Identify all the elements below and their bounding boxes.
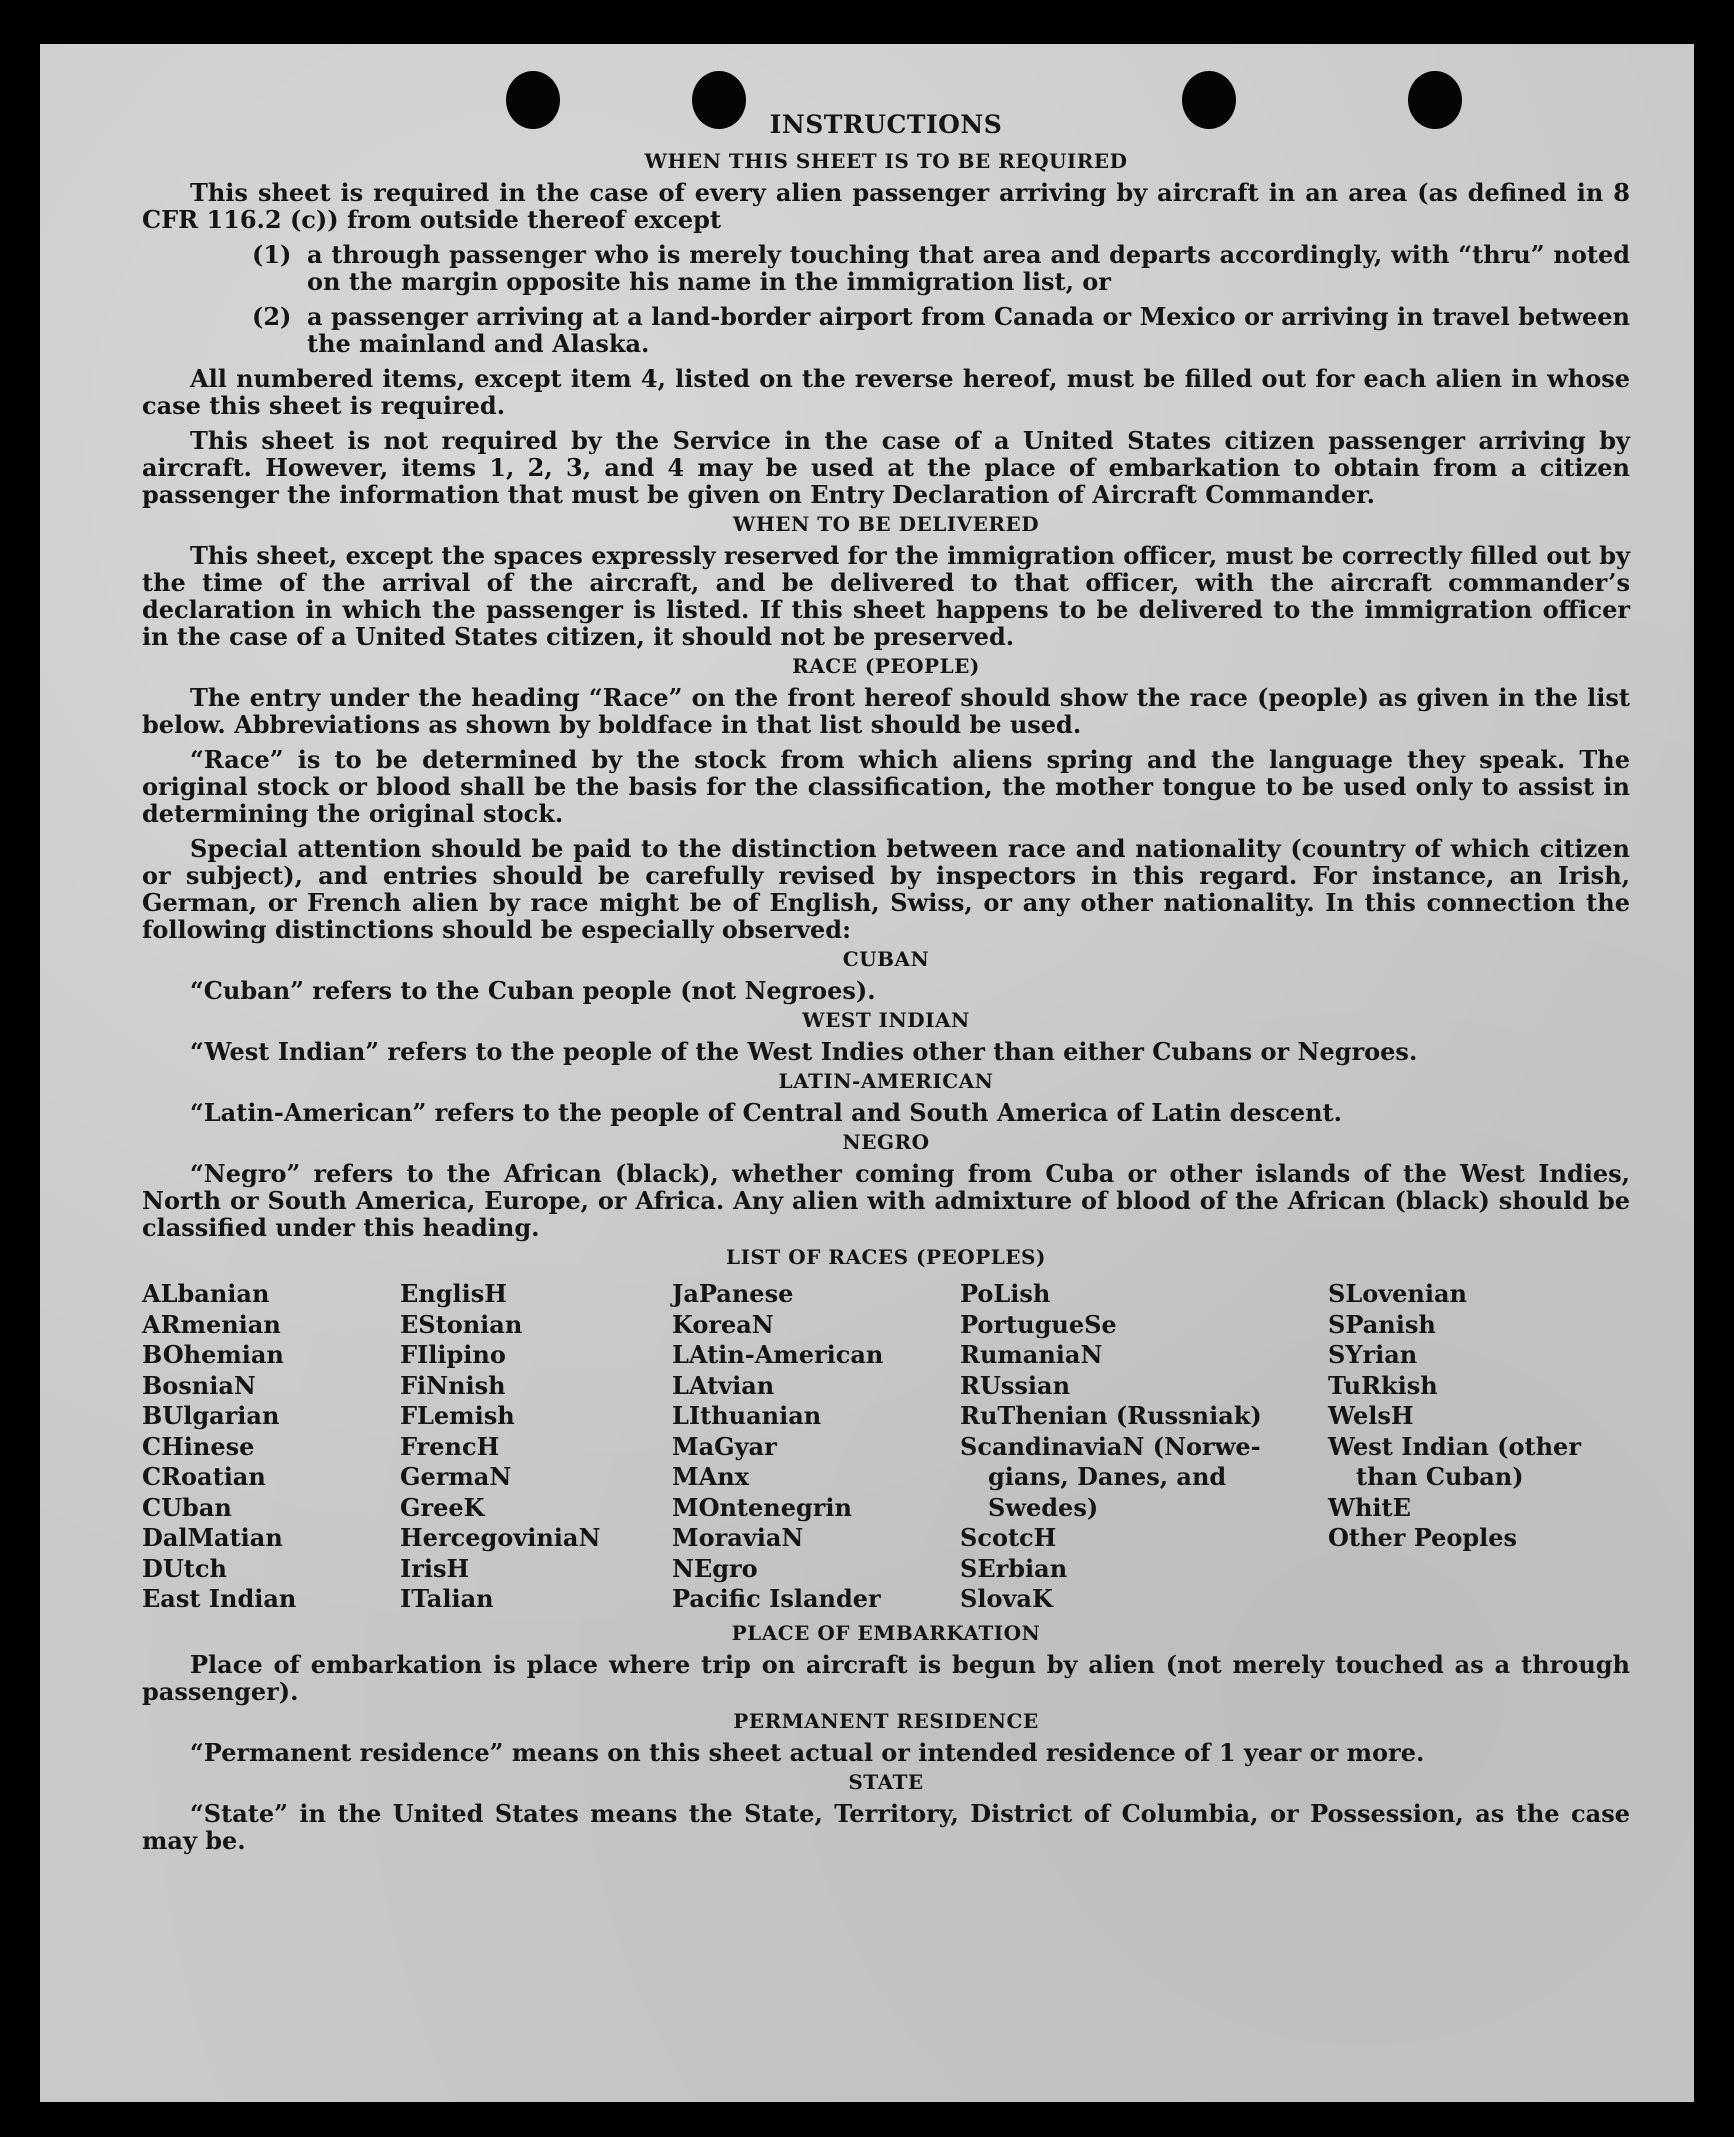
race-entry: SlovaK (960, 1584, 1053, 1613)
paragraph: “West Indian” refers to the people of the West Indies other than either Cubans or Negroes. (190, 1037, 1418, 1066)
race-entry: PortugueSe (960, 1309, 1117, 1339)
race-entry: PoLish (960, 1279, 1051, 1308)
race-entry: ARmenian (142, 1309, 281, 1339)
race-entry: SPanish (1328, 1309, 1436, 1339)
race-entry: GreeK (400, 1492, 485, 1522)
document-page (40, 44, 1694, 2102)
paragraph: The entry under the heading “Race” on the front hereof should show the race (people) as given in the list below. Abbreviations as shown by boldface in that list should be used. (142, 683, 1630, 739)
paragraph: This sheet, except the spaces expressly reserved for the immigration officer, must be correctly filled out by the time of the arrival of the aircraft, and be delivered to that officer, with the aircraft commander’s declaration in which the passenger is listed. If this sheet happens to be delivered to the immigration officer in the case of a United States citizen, it should not be preserved. (142, 541, 1630, 651)
race-entry: GermaN (400, 1462, 512, 1491)
race-entry: Pacific Islander (672, 1584, 881, 1613)
race-entry: WelsH (1328, 1401, 1414, 1430)
race-entry: SYrian (1328, 1340, 1418, 1369)
section-heading-cuban: CUBAN (842, 947, 930, 971)
race-entry: LAtvian (672, 1370, 775, 1400)
section-heading-latin-american: LATIN-AMERICAN (778, 1069, 994, 1093)
paragraph: This sheet is not required by the Service in the case of a United States citizen passenger arriving by aircraft. However, items 1, 2, 3, and 4 may be used at the place of embarkation to obtain from a citizen passenger the information that must be given on Entry Declaration of Aircraft Commander. (142, 426, 1630, 509)
race-column (960, 1279, 1328, 1615)
section-heading-list-of-races: LIST OF RACES (PEOPLES) (726, 1245, 1046, 1269)
section-heading-state: STATE (848, 1769, 924, 1794)
race-entry: Other Peoples (1328, 1523, 1518, 1552)
race-entry: EStonian (400, 1309, 523, 1339)
section-heading-permanent-residence: PERMANENT RESIDENCE (733, 1708, 1039, 1733)
race-column (400, 1279, 672, 1615)
race-entry: FIlipino (400, 1340, 506, 1369)
race-entry: East Indian (142, 1584, 297, 1613)
race-entry: RumaniaN (960, 1340, 1103, 1369)
race-entry: MoraviaN (672, 1523, 804, 1552)
race-entry: CHinese (142, 1431, 255, 1461)
race-entry: WhitE (1328, 1492, 1411, 1522)
race-entry: gians, Danes, and (988, 1462, 1227, 1491)
race-entry: NEgro (672, 1553, 758, 1583)
section-heading-place-of-embarkation: PLACE OF EMBARKATION (731, 1620, 1041, 1645)
race-entry: DUtch (142, 1553, 227, 1583)
race-entry: MOntenegrin (672, 1492, 852, 1522)
paragraph: This sheet is required in the case of every alien passenger arriving by aircraft in an area (as defined in 8 CFR 116.2 (c)) from outside thereof except (142, 178, 1630, 234)
race-entry: FLemish (400, 1401, 515, 1430)
race-entry: RUssian (960, 1370, 1071, 1400)
race-entry: HercegoviniaN (400, 1523, 601, 1552)
paragraph: Special attention should be paid to the distinction between race and nationality (country of which citizen or subject), and entries should be carefully revised by inspectors in this regard. For instance, an Irish, German, or French alien by race might be of English, Swiss, or any other nationality. In this connection the following distinctions should be especially observed: (142, 834, 1630, 944)
list-item-number: (1) (252, 240, 292, 269)
page-title: INSTRUCTIONS (769, 110, 1003, 139)
race-entry: LIthuanian (672, 1401, 822, 1430)
race-column (142, 1279, 400, 1615)
paragraph: Place of embarkation is place where trip on aircraft is begun by alien (not merely touched as a through passenger). (142, 1649, 1630, 1706)
section-heading-when-required: WHEN THIS SHEET IS TO BE REQUIRED (644, 149, 1128, 173)
race-entry: TuRkish (1328, 1370, 1438, 1400)
race-entry: CRoatian (142, 1462, 266, 1491)
paragraph: “Negro” refers to the African (black), whether coming from Cuba or other islands of the West Indies, North or South America, Europe, or Africa. Any alien with admixture of blood of the African (black) should be classified under this heading. (142, 1159, 1630, 1242)
list-item-text: a passenger arriving at a land-border airport from Canada or Mexico or arriving in travel between the mainland and Alaska. (307, 302, 1630, 358)
race-entry: ITalian (400, 1584, 494, 1613)
race-entry: BOhemian (142, 1340, 284, 1369)
race-entry: ScotcH (960, 1523, 1057, 1552)
race-entry: FiNnish (400, 1370, 506, 1400)
paragraph: “Cuban” refers to the Cuban people (not Negroes). (190, 976, 876, 1005)
race-entry: EnglisH (400, 1279, 507, 1308)
race-entry: MAnx (672, 1462, 749, 1491)
race-entry: SErbian (960, 1553, 1068, 1583)
paragraph: All numbered items, except item 4, listed on the reverse hereof, must be filled out for each alien in whose case this sheet is required. (142, 364, 1630, 420)
list-item-number: (2) (252, 302, 292, 331)
race-entry: ALbanian (142, 1279, 270, 1308)
race-entry: IrisH (400, 1553, 470, 1583)
race-entry: CUban (142, 1492, 232, 1522)
race-entry: MaGyar (672, 1431, 777, 1461)
list-item (142, 303, 1630, 357)
race-entry: LAtin-American (672, 1340, 884, 1369)
section-heading-negro: NEGRO (842, 1130, 930, 1154)
race-entry: ScandinaviaN (Norwe- (960, 1431, 1261, 1461)
instructions-body (142, 110, 1630, 1854)
race-entry: FrencH (400, 1431, 500, 1461)
race-entry: than Cuban) (1356, 1462, 1524, 1491)
list-item (142, 241, 1630, 295)
paragraph: “State” in the United States means the State, Territory, District of Columbia, or Possession, as the case may be. (142, 1798, 1630, 1855)
race-entry: Swedes) (988, 1492, 1099, 1522)
race-entry: BUlgarian (142, 1401, 280, 1430)
race-entry: West Indian (other (1328, 1431, 1581, 1461)
section-heading-when-delivered: WHEN TO BE DELIVERED (732, 512, 1040, 536)
section-heading-west-indian: WEST INDIAN (802, 1008, 970, 1032)
paragraph: “Race” is to be determined by the stock from which aliens spring and the language they speak. The original stock or blood shall be the basis for the classification, the mother tongue to be used only to assist in determining the original stock. (142, 745, 1630, 828)
race-list (142, 1279, 1630, 1615)
race-column (1328, 1279, 1598, 1615)
race-entry: BosniaN (142, 1370, 256, 1400)
section-heading-race: RACE (PEOPLE) (792, 654, 980, 678)
race-column (672, 1279, 960, 1615)
paragraph: “Latin-American” refers to the people of Central and South America of Latin descent. (190, 1098, 1342, 1127)
paragraph: “Permanent residence” means on this sheet actual or intended residence of 1 year or more. (190, 1737, 1425, 1767)
race-entry: JaPanese (672, 1279, 794, 1308)
race-entry: KoreaN (672, 1309, 774, 1339)
race-entry: SLovenian (1328, 1279, 1467, 1308)
race-entry: DalMatian (142, 1523, 283, 1552)
list-item-text: a through passenger who is merely touching that area and departs accordingly, with “thru” noted on the margin opposite his name in the immigration list, or (307, 240, 1630, 296)
race-entry: RuThenian (Russniak) (960, 1401, 1262, 1430)
